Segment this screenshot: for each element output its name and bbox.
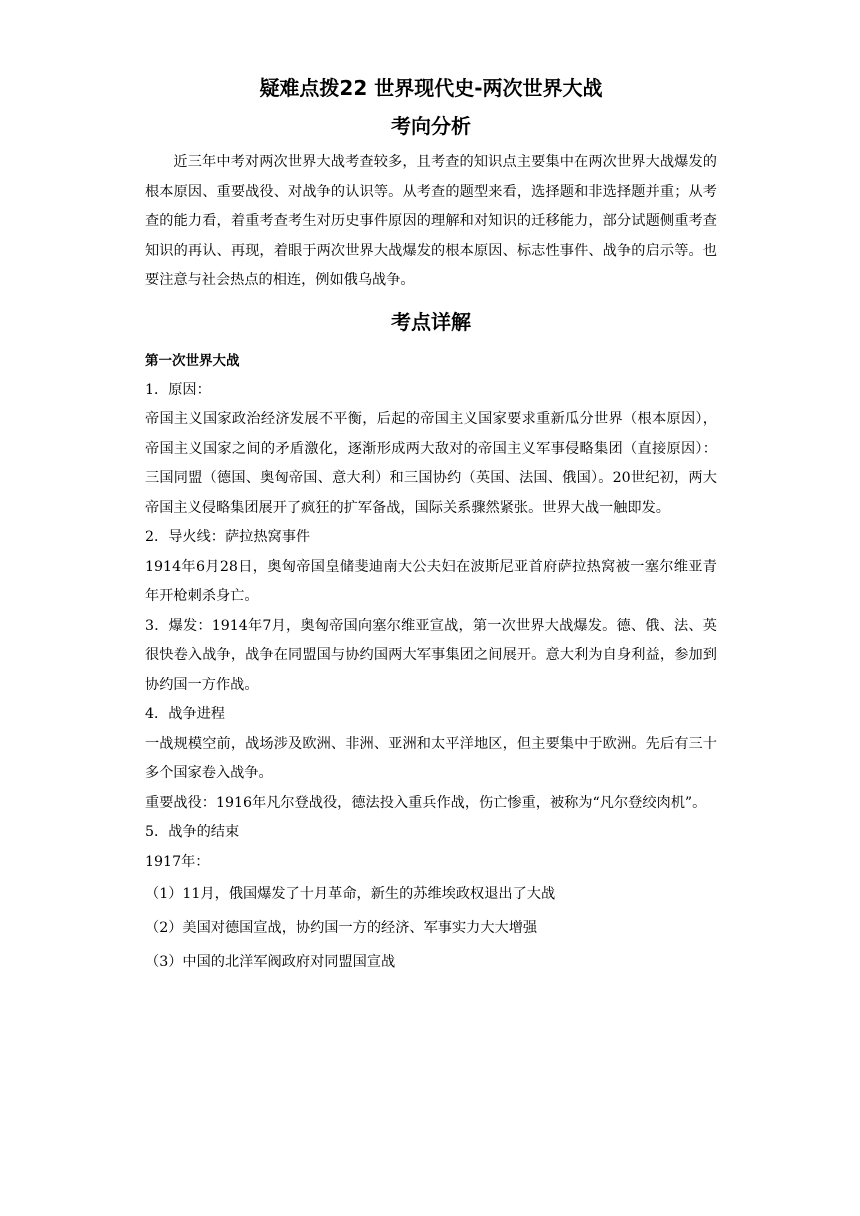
cause-label: 1．原因：	[145, 381, 211, 398]
battle-paragraph: 重要战役：1916年凡尔登战役，德法投入重兵作战，伤亡惨重，被称为“凡尔登绞肉机”。	[145, 794, 707, 811]
year-label: 1917年：	[145, 853, 210, 870]
progress-paragraph: 一战规模空前，战场涉及欧洲、非洲、亚洲和太平洋地区，但主要集中于欧洲。先后有三十多个国家卷入战争。	[145, 735, 717, 781]
fuse-paragraph: 1914年6月28日，奥匈帝国皇储斐迪南大公夫妇在波斯尼亚首府萨拉热窝被一塞尔维亚青年开枪刺杀身亡。	[145, 558, 717, 604]
analysis-paragraph: 近三年中考对两次世界大战考查较多，且考查的知识点主要集中在两次世界大战爆发的根本原因、重要战役、对战争的认识等。从考查的题型来看，选择题和非选择题并重；从考查的能力看，着重考查考生对历史事件原因的理解和对知识的迁移能力，部分试题侧重考查知识的再认、再现，着眼于两次世界大战爆发的根本原因、标志性事件、战争的启示等。也要注意与社会热点的相连，例如俄乌战争。	[145, 154, 717, 288]
end-label: 5．战争的结束	[145, 824, 240, 840]
ww1-subheading: 第一次世界大战	[145, 352, 240, 369]
end-item-3: （3）中国的北洋军阀政府对同盟国宣战	[145, 954, 396, 970]
fuse-label: 2．导火线：萨拉热窝事件	[145, 529, 311, 545]
details-heading: 考点详解	[391, 309, 471, 334]
analysis-heading: 考向分析	[391, 114, 471, 138]
outbreak-paragraph: 3．爆发：1914年7月，奥匈帝国向塞尔维亚宣战，第一次世界大战爆发。德、俄、法、英很快卷入战争，战争在同盟国与协约国两大军事集团之间展开。意大利为自身利益，参加到协约国一方作战。	[145, 617, 717, 693]
document-page	[145, 72, 717, 979]
cause-paragraph: 帝国主义国家政治经济发展不平衡，后起的帝国主义国家要求重新瓜分世界（根本原因），帝国主义国家之间的矛盾激化，逐渐形成两大敌对的帝国主义军事侵略集团（直接原因）：三国同盟（德国、奥匈帝国、意大利）和三国协约（英国、法国、俄国）。20世纪初，两大帝国主义侵略集团展开了疯狂的扩军备战，国际关系骤然紧张。世界大战一触即发。	[145, 411, 717, 516]
end-item-2: （2）美国对德国宣战，协约国一方的经济、军事实力大大增强	[145, 920, 538, 936]
document-title: 疑难点拨22 世界现代史-两次世界大战	[259, 76, 603, 100]
end-item-1: （1）11月，俄国爆发了十月革命，新生的苏维埃政权退出了大战	[145, 886, 556, 902]
progress-label: 4．战争进程	[145, 706, 225, 722]
